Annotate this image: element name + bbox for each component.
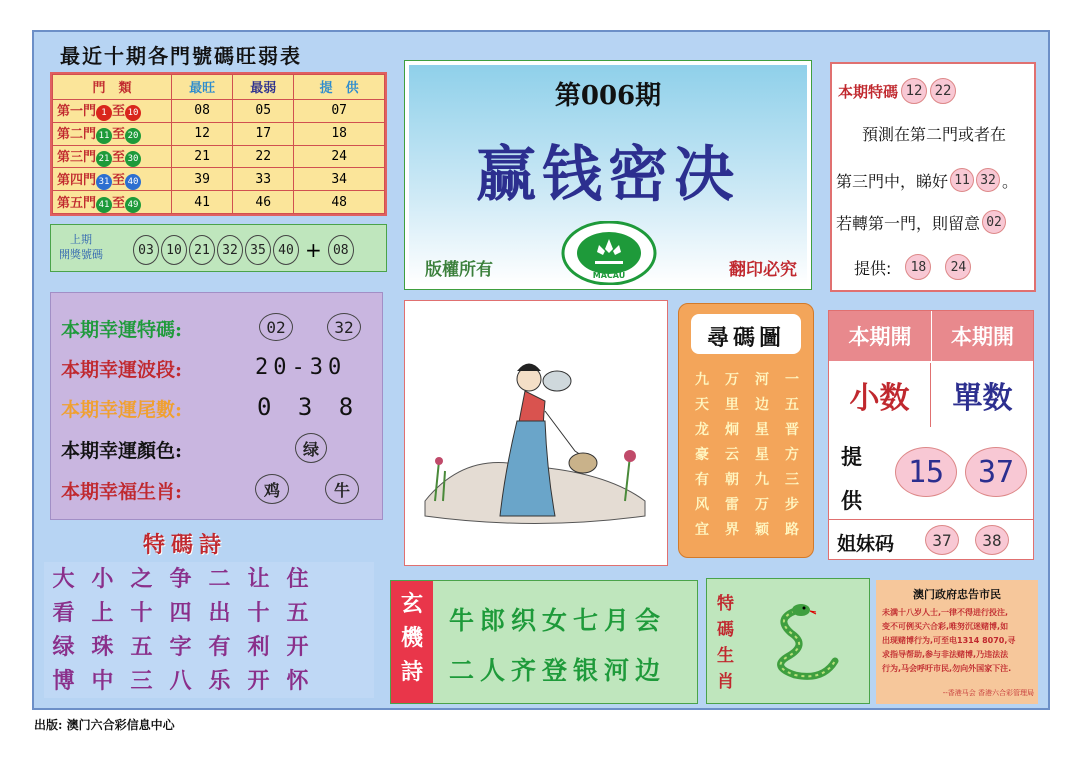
open-header-1: 本期開: [829, 311, 931, 361]
poem-lines: [44, 562, 374, 698]
lucky-zodiac-1: 鸡: [255, 474, 289, 504]
row-label: 第四門: [57, 172, 97, 188]
sister-num-2: 38: [975, 525, 1009, 555]
last-draw-number: 35: [245, 235, 271, 265]
poem-line: 看 上 十 四 出 十 五: [52, 600, 309, 626]
provide-num-1: 18: [905, 254, 931, 280]
lucky-zodiac-label: 本期幸福生肖:: [61, 481, 183, 503]
provide-num-2: 24: [945, 254, 971, 280]
lucky-special-label: 本期幸運特碼:: [61, 319, 183, 341]
special-prediction-box: [830, 62, 1036, 292]
rank-table: [50, 72, 387, 216]
row-start-ball: 31: [96, 174, 112, 190]
row-to: 至: [112, 104, 126, 120]
lucky-color-value: 绿: [295, 433, 327, 463]
seek-code-column: 河 边 星 星 九 万 颖: [755, 372, 769, 538]
lucky-range-label: 本期幸運波段:: [61, 359, 183, 381]
seek-code-grid: [687, 368, 809, 543]
no-reprint-label: 翻印必究: [729, 260, 797, 280]
cell-hot: 08: [172, 99, 233, 122]
seek-code-title: 尋碼圖: [706, 325, 785, 351]
last-draw-label-1: 上期: [70, 233, 92, 246]
plus-sign: +: [305, 238, 322, 262]
prediction-num-2: 32: [976, 168, 1000, 192]
last-draw-special: 08: [328, 235, 354, 265]
cell-hot: 12: [172, 122, 233, 145]
notice-box: [876, 580, 1038, 704]
row-start-ball: 41: [96, 197, 112, 213]
lucky-zodiac-2: 牛: [325, 474, 359, 504]
illustration-box: [404, 300, 668, 566]
seek-code-box: [678, 303, 814, 558]
col-header-cold: 最弱: [233, 75, 294, 100]
special-num-2: 22: [930, 78, 956, 104]
row-to: 至: [112, 195, 126, 211]
prediction-num-1: 11: [950, 168, 974, 192]
banner-box: [404, 60, 812, 290]
poem-title: 特碼詩: [143, 532, 228, 558]
sister-num-1: 37: [925, 525, 959, 555]
last-draw-numbers: [133, 235, 354, 265]
sister-code-label: 姐妹码: [837, 533, 895, 555]
row-end-ball: 20: [125, 128, 141, 144]
xuanji-box: [390, 580, 698, 704]
row-to: 至: [112, 172, 126, 188]
emblem-text: MACAU: [592, 271, 626, 280]
prediction-line-3: 若轉第一門，則留意: [836, 213, 981, 233]
xuanji-line-1: 牛郎织女七月会: [449, 606, 667, 635]
last-draw-number: 40: [273, 235, 299, 265]
poem-line: 博 中 三 八 乐 开 怀: [52, 668, 309, 694]
provide-label: 提供:: [854, 258, 892, 278]
zodiac-box: [706, 578, 870, 704]
open-provide-num-2: 37: [965, 447, 1027, 497]
lucky-tail-label: 本期幸運尾數:: [61, 399, 183, 421]
col-header-category: 門 類: [53, 75, 172, 100]
table-row: [53, 99, 385, 122]
cell-cold: 22: [233, 145, 294, 168]
cell-pick: 24: [294, 145, 385, 168]
cell-cold: 33: [233, 168, 294, 191]
rank-table-title: 最近十期各門號碼旺弱表: [60, 44, 302, 68]
row-start-ball: 21: [96, 151, 112, 167]
prediction-num-3: 02: [982, 210, 1006, 234]
prediction-line-2: 第三門中，睇好: [836, 171, 949, 191]
seek-code-column: 九 天 龙 豪 有 风 宜: [695, 372, 709, 538]
lucky-tail-value: 0 3 8: [257, 393, 360, 421]
row-label: 第二門: [57, 127, 97, 143]
open-provide-label: 提供: [841, 444, 862, 513]
lucky-range-value: 20-30: [255, 355, 347, 380]
notice-line: 行为,马会呼吁市民,勿向外国家下注.: [882, 664, 1012, 673]
open-value-size: 小数: [829, 363, 931, 427]
row-end-ball: 30: [125, 151, 141, 167]
open-result-box: [828, 310, 1034, 560]
issue-number: 第006期: [554, 81, 662, 111]
notice-line: 出现赌博行为,可至电1314 8070,寻: [882, 636, 1016, 645]
cell-cold: 46: [233, 191, 294, 214]
lucky-color-label: 本期幸運顏色:: [61, 440, 183, 462]
table-row: [53, 191, 385, 214]
col-header-pick: 提 供: [294, 75, 385, 100]
snake-icon: [765, 599, 857, 685]
xuanji-label: 玄機詩: [391, 581, 433, 703]
lucky-special-1: 02: [259, 313, 293, 341]
cell-cold: 05: [233, 99, 294, 122]
cell-pick: 07: [294, 99, 385, 122]
special-label: 本期特碼: [838, 82, 899, 101]
publisher-footer: 出版: 澳门六合彩信息中心: [34, 718, 175, 732]
row-label: 第一門: [57, 104, 97, 120]
row-start-ball: 1: [96, 105, 112, 121]
row-end-ball: 10: [125, 105, 141, 121]
row-end-ball: 40: [125, 174, 141, 190]
notice-line: 未满十八岁人士,一律不得进行投注,: [882, 608, 1009, 617]
special-num-1: 12: [901, 78, 927, 104]
table-row: [53, 168, 385, 191]
row-start-ball: 11: [96, 128, 112, 144]
macau-emblem: [561, 221, 657, 285]
seek-code-column: 一 五 晋 方 三 步 路: [785, 372, 799, 538]
row-to: 至: [112, 149, 126, 165]
last-draw-number: 32: [217, 235, 243, 265]
last-draw-box: [50, 224, 387, 272]
cell-pick: 18: [294, 122, 385, 145]
notice-lines: [882, 606, 1036, 676]
col-header-hot: 最旺: [172, 75, 233, 100]
notice-title: 澳门政府忠告市民: [913, 588, 1001, 601]
row-to: 至: [112, 127, 126, 143]
seek-code-column: 万 里 炯 云 朝 雷 界: [725, 372, 739, 538]
row-end-ball: 49: [125, 197, 141, 213]
xuanji-line-2: 二人齐登银河边: [449, 656, 667, 685]
table-row: [53, 145, 385, 168]
last-draw-number: 10: [161, 235, 187, 265]
cell-pick: 48: [294, 191, 385, 214]
notice-line: 变不可例买六合彩,唯努沉迷赌博,如: [882, 622, 1009, 631]
banner-title: 赢钱密决: [476, 140, 740, 210]
poem-line: 大 小 之 争 二 让 住: [52, 566, 309, 592]
row-label: 第三門: [57, 149, 97, 165]
table-row: [53, 122, 385, 145]
lucky-special-2: 32: [327, 313, 361, 341]
zodiac-label: 特碼生肖: [717, 594, 734, 692]
copyright-label: 版權所有: [425, 260, 493, 280]
cell-hot: 41: [172, 191, 233, 214]
open-value-parity: 單数: [952, 381, 1013, 416]
last-draw-number: 03: [133, 235, 159, 265]
cell-pick: 34: [294, 168, 385, 191]
last-draw-number: 21: [189, 235, 215, 265]
cell-hot: 21: [172, 145, 233, 168]
cell-cold: 17: [233, 122, 294, 145]
poem-line: 绿 珠 五 字 有 利 开: [52, 634, 309, 660]
open-header-2: 本期開: [932, 311, 1033, 361]
lucky-box: [50, 292, 383, 520]
cell-hot: 39: [172, 168, 233, 191]
open-provide-num-1: 15: [895, 447, 957, 497]
last-draw-label-2: 開獎號碼: [59, 248, 103, 261]
notice-line: 求指导帮助,参与非法赌博,乃违法法: [882, 650, 1009, 659]
row-label: 第五門: [57, 195, 97, 211]
notice-footer: --香港马会 香港六合彩管理局: [942, 689, 1034, 697]
prediction-line-2-end: 。: [1002, 171, 1019, 191]
weaver-girl-illustration: [405, 301, 667, 565]
prediction-line-1: 預測在第二門或者在: [862, 125, 1007, 144]
